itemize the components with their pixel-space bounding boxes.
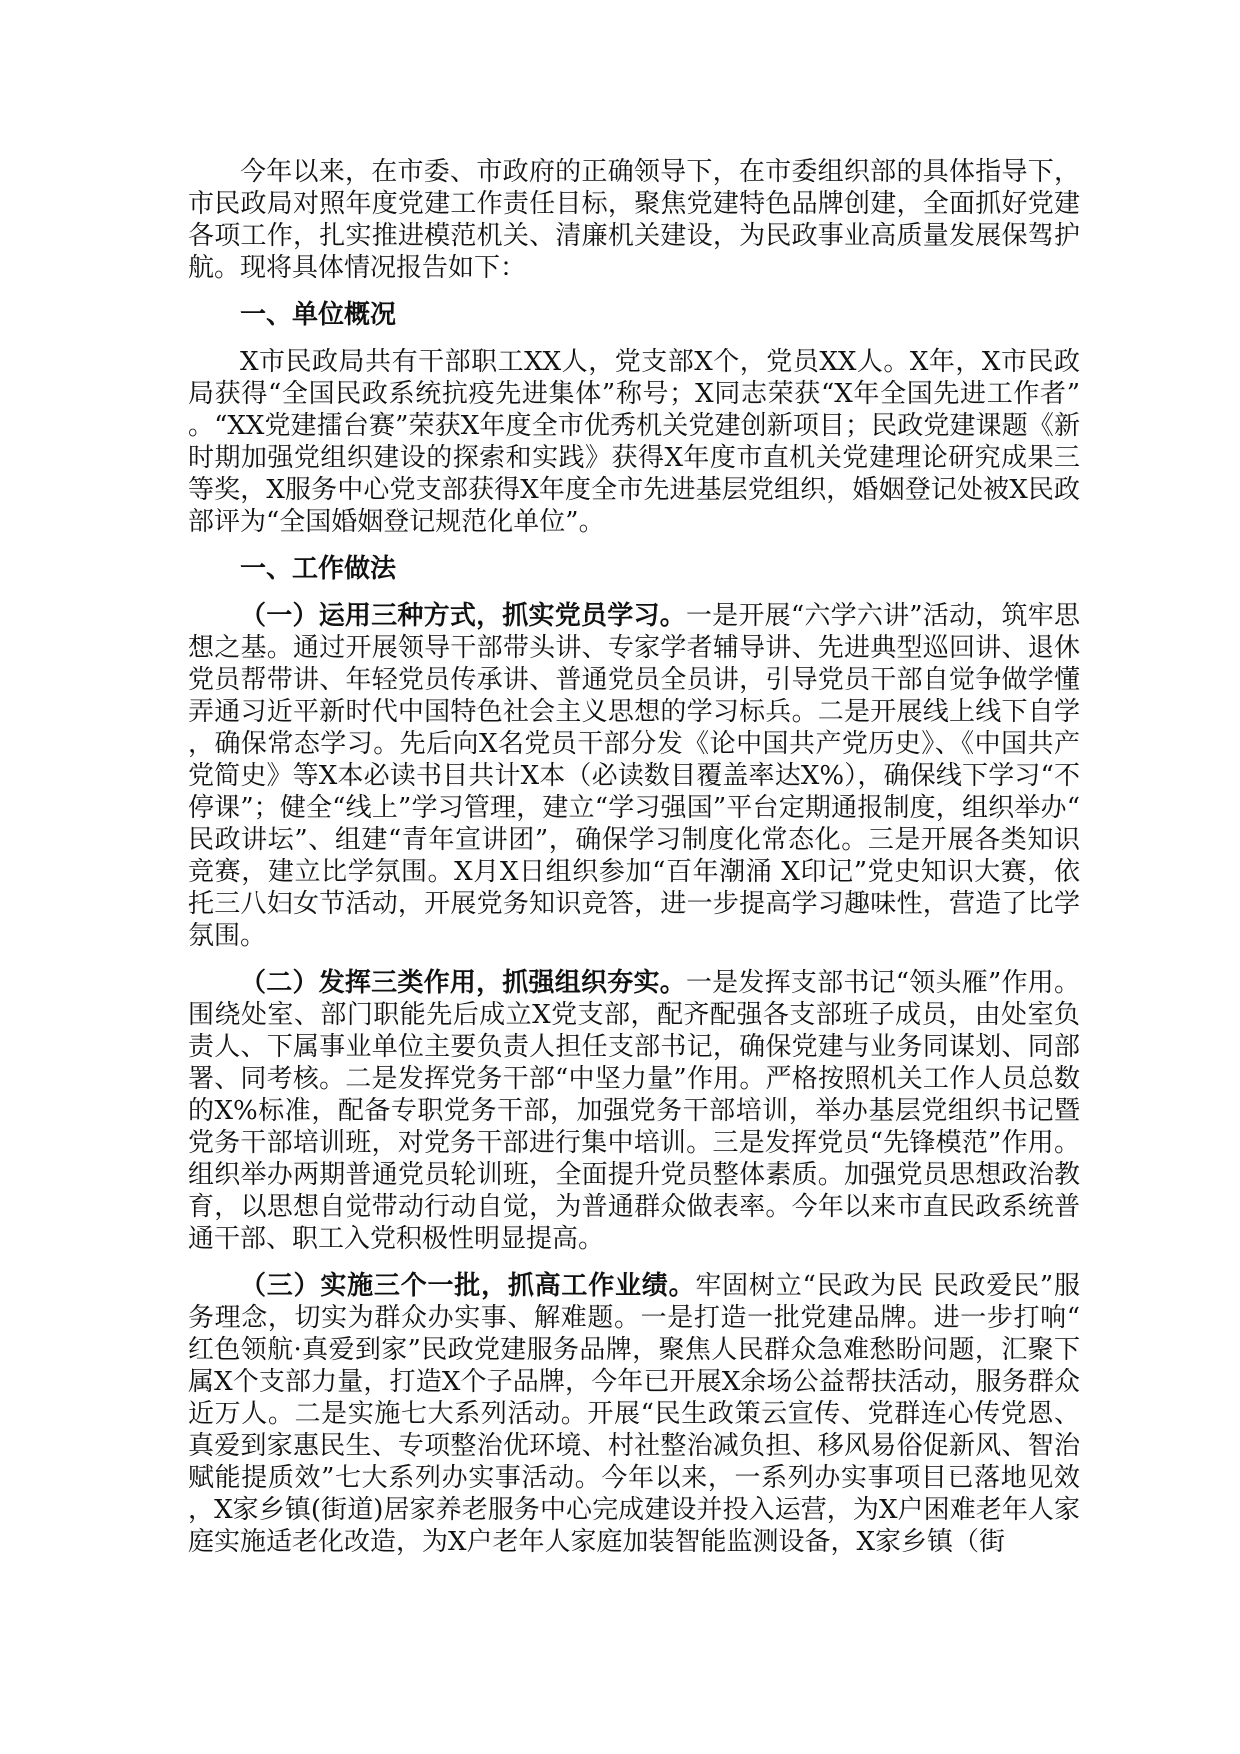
paragraph-lead: （一）运用三种方式，抓实党员学习。: [240, 601, 686, 631]
paragraph-body: 一是发挥支部书记“领头雁”作用。围绕处室、部门职能先后成立X党支部，配齐配强各支部班子成员，由处室负责人、下属事业单位主要负责人担任支部书记，确保党建与业务同谋划、同部署、同考核。二是发挥党务干部“中坚力量”作用。严格按照机关工作人员总数的X%标准，配备专职党务干部，加强党务干部培训，举办基层党组织书记暨党务干部培训班，对党务干部进行集中培训。三是发挥党员“先锋模范”作用。组织举办两期普通党员轮训班，全面提升党员整体素质。加强党员思想政治教育，以思想自觉带动行动自觉，为普通群众做表率。今年以来市直民政系统普通干部、职工入党积极性明显提高。: [188, 968, 1080, 1254]
paragraph-body: 牢固树立“民政为民 民政爱民”服务理念，切实为群众办实事、解难题。一是打造一批党建品牌。进一步打响“红色领航·真爱到家”民政党建服务品牌，聚焦人民群众急难愁盼问题，汇聚下属X个支部力量，打造X个子品牌，今年已开展X余场公益帮扶活动，服务群众近万人。二是实施七大系列活动。开展“民生政策云宣传、党群连心传党恩、真爱到家惠民生、专项整治优环境、村社整治减负担、移风易俗促新风、智治赋能提质效”七大系列办实事活动。今年以来，一系列办实事项目已落地见效，X家乡镇(街道)居家养老服务中心完成建设并投入运营，为X户困难老年人家庭实施适老化改造，为X户老年人家庭加装智能监测设备，X家乡镇（街: [188, 1271, 1080, 1557]
paragraph-body: 一是开展“六学六讲”活动，筑牢思想之基。通过开展领导干部带头讲、专家学者辅导讲、先进典型巡回讲、退休党员帮带讲、年轻党员传承讲、普通党员全员讲，引导党员干部自觉争做学懂弄通习近平新时代中国特色社会主义思想的学习标兵。二是开展线上线下自学，确保常态学习。先后向X名党员干部分发《论中国共产党历史》、《中国共产党简史》等X本必读书目共计X本（必读数目覆盖率达X%），确保线下学习“不停课”；健全“线上”学习管理，建立“学习强国”平台定期通报制度，组织举办“民政讲坛”、组建“青年宣讲团”，确保学习制度化常态化。三是开展各类知识竞赛，建立比学氛围。X月X日组织参加“百年潮涌 X印记”党史知识大赛，依托三八妇女节活动，开展党务知识竞答，进一步提高学习趣味性，营造了比学氛围。: [188, 601, 1080, 951]
document-page: [188, 156, 1080, 1573]
section-heading-overview: 一、单位概况: [240, 300, 397, 330]
paragraph-lead: （三）实施三个一批，抓高工作业绩。: [240, 1271, 696, 1301]
practice-paragraph-3: [188, 1270, 1080, 1558]
intro-paragraph: 今年以来，在市委、市政府的正确领导下，在市委组织部的具体指导下，市民政局对照年度党建工作责任目标，聚焦党建特色品牌创建，全面抓好党建各项工作，扎实推进模范机关、清廉机关建设，为民政事业高质量发展保驾护航。现将具体情况报告如下：: [188, 157, 1080, 283]
practice-paragraph-2: [188, 967, 1080, 1255]
overview-paragraph: X市民政局共有干部职工XX人，党支部X个，党员XX人。X年，X市民政局获得“全国民政系统抗疫先进集体”称号；X同志荣获“X年全国先进工作者”。“XX党建擂台赛”荣获X年度全市优秀机关党建创新项目；民政党建课题《新时期加强党组织建设的探索和实践》获得X年度市直机关党建理论研究成果三等奖，X服务中心党支部获得X年度全市先进基层党组织，婚姻登记处被X民政部评为“全国婚姻登记规范化单位”。: [188, 347, 1080, 537]
paragraph-lead: （二）发挥三类作用，抓强组织夯实。: [240, 968, 686, 998]
practice-paragraph-1: [188, 600, 1080, 952]
section-heading-practices: 一、工作做法: [240, 554, 397, 584]
